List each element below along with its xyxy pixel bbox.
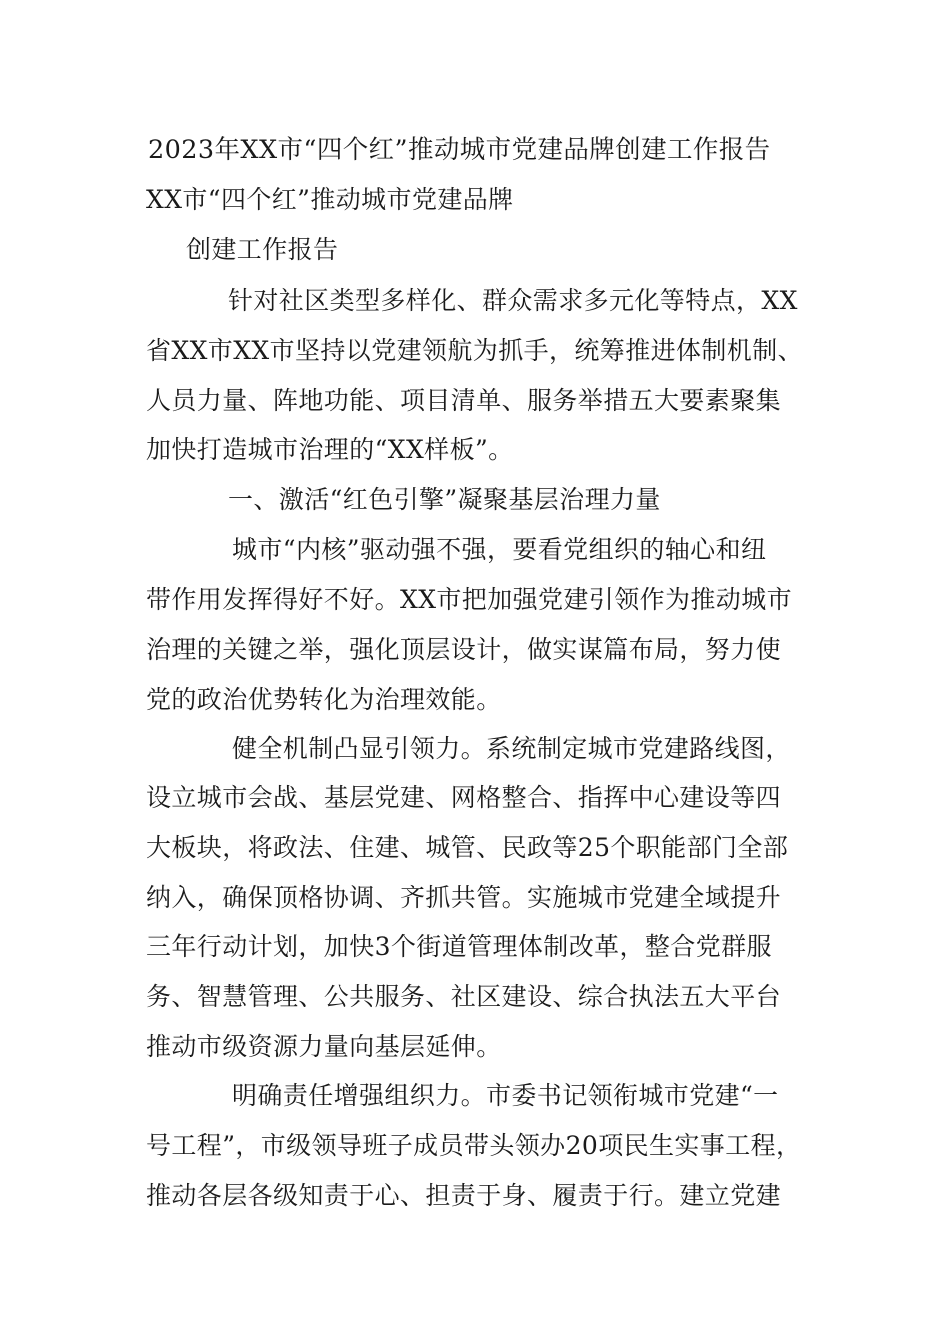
section1-p1-line-4: 党的政治优势转化为治理效能。 — [146, 685, 502, 714]
document-subtitle-line2: 创建工作报告 — [186, 235, 339, 264]
section1-p2-line-4: 纳入，确保顶格协调、齐抓共管。实施城市党建全域提升 — [146, 883, 782, 912]
section1-p2-line-7: 推动市级资源力量向基层延伸。 — [146, 1032, 502, 1061]
intro-line-3: 人员力量、阵地功能、项目清单、服务举措五大要素聚集 — [146, 386, 782, 415]
section1-p1-line-1: 城市“内核”驱动强不强，要看党组织的轴心和纽 — [232, 535, 767, 564]
intro-line-4: 加快打造城市治理的“XX样板”。 — [146, 435, 514, 464]
section1-p3-line-2: 号工程”，市级领导班子成员带头领办20项民生实事工程， — [146, 1131, 802, 1160]
section1-p3-line-3: 推动各层各级知责于心、担责于身、履责于行。建立党建 — [146, 1181, 782, 1210]
section1-p2-line-5: 三年行动计划，加快3个街道管理体制改革，整合党群服 — [146, 932, 772, 961]
intro-line-1: 针对社区类型多样化、群众需求多元化等特点，XX — [228, 286, 798, 315]
document-subtitle-line1: XX市“四个红”推动城市党建品牌 — [146, 185, 514, 214]
section1-p2-line-2: 设立城市会战、基层党建、网格整合、指挥中心建设等四 — [146, 783, 782, 812]
document-title: 2023年XX市“四个红”推动城市党建品牌创建工作报告 — [148, 135, 771, 165]
section1-p2-line-6: 务、智慧管理、公共服务、社区建设、综合执法五大平台 — [146, 982, 782, 1011]
section1-p1-line-2: 带作用发挥得好不好。XX市把加强党建引领作为推动城市 — [146, 585, 792, 614]
section1-p1-line-3: 治理的关键之举，强化顶层设计，做实谋篇布局，努力使 — [146, 635, 782, 664]
section-heading: 一、激活“红色引擎”凝聚基层治理力量 — [228, 485, 661, 514]
section1-p2-line-1: 健全机制凸显引领力。系统制定城市党建路线图， — [232, 734, 791, 763]
intro-line-2: 省XX市XX市坚持以党建领航为抓手，统筹推进体制机制、 — [146, 336, 803, 365]
section1-p3-line-1: 明确责任增强组织力。市委书记领衔城市党建“一 — [232, 1081, 779, 1110]
section1-p2-line-3: 大板块，将政法、住建、城管、民政等25个职能部门全部 — [146, 833, 789, 862]
